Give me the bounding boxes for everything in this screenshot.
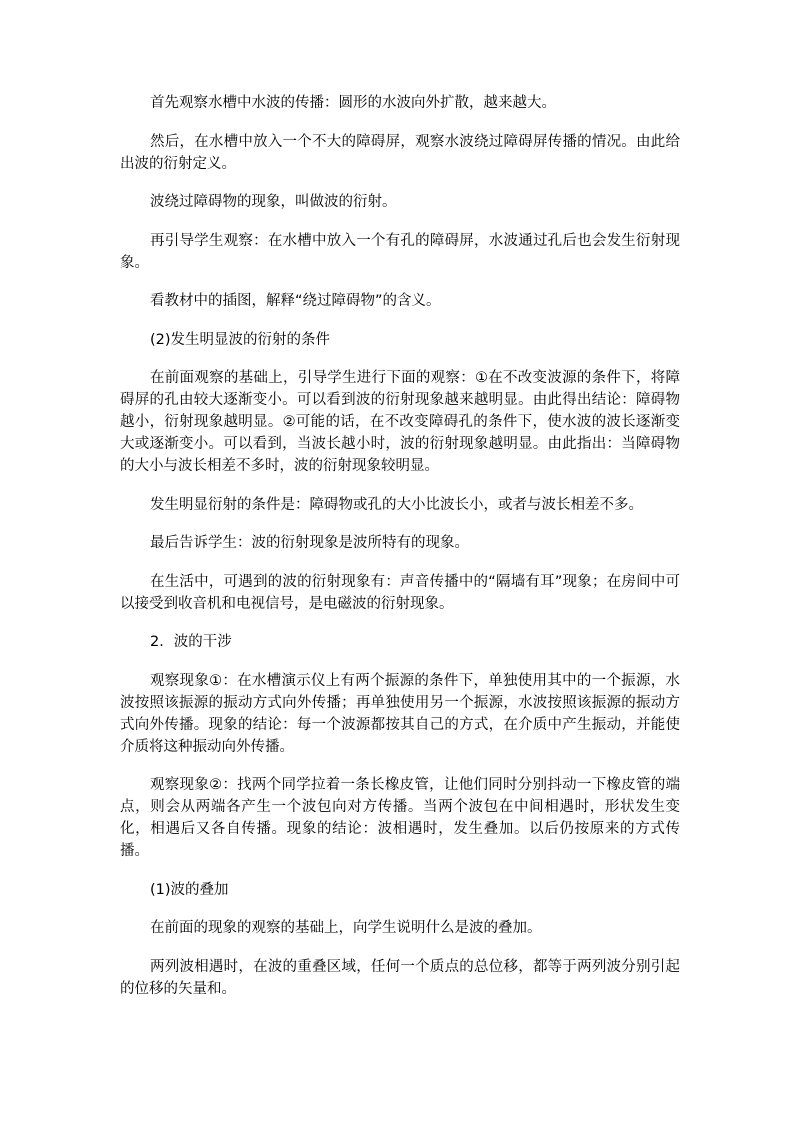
heading-obvious-diffraction-conditions: (2)发生明显波的衍射的条件 — [150, 331, 331, 348]
paragraph-superposition-intro: 在前面的现象的观察的基础上，向学生说明什么是波的叠加。 — [150, 920, 542, 936]
paragraph-wave-characteristic: 最后告诉学生：波的衍射现象是波所特有的现象。 — [150, 535, 469, 551]
paragraph-diffraction-definition: 波绕过障碍物的现象，叫做波的衍射。 — [150, 194, 397, 210]
paragraph-everyday-examples: 在生活中，可遇到的波的衍射现象有：声音传播中的“隔墙有耳”现象；在房间中可以接受到收音机和电视信号，是电磁波的衍射现象。 — [120, 573, 680, 612]
paragraph-observe-water-waves: 首先观察水槽中水波的传播：圆形的水波向外扩散，越来越大。 — [150, 95, 556, 111]
paragraph-textbook-illustration: 看教材中的插图，解释“绕过障碍物”的含义。 — [150, 293, 441, 309]
heading-wave-superposition: (1)波的叠加 — [150, 881, 229, 898]
paragraph-observation-one: 观察现象①：在水槽演示仪上有两个振源的条件下，单独使用其中的一个振源，水波按照该振源的振动方式向外传播；再单独使用另一个振源，水波按照该振源的振动方式向外传播。现象的结论：每一个波源都按其自己的方式，在介质中产生振动，并能使介质将这种振动向外传播。 — [120, 672, 680, 755]
paragraph-conditions-observation: 在前面观察的基础上，引导学生进行下面的观察：①在不改变波源的条件下，将障碍屏的孔由较大逐渐变小。可以看到波的衍射现象越来越明显。由此得出结论：障碍物越小，衍射现象越明显。②可能的话，在不改变障碍孔的条件下，使水波的波长逐渐变大或逐渐变小。可以看到，当波长越小时，波的衍射现象越明显。由此指出：当障碍物的大小与波长相差不多时，波的衍射现象较明显。 — [120, 370, 680, 474]
heading-wave-interference: 2．波的干涉 — [150, 634, 232, 650]
paragraph-place-obstacle: 然后，在水槽中放入一个不大的障碍屏，观察水波绕过障碍屏传播的情况。由此给出波的衍射定义。 — [120, 133, 680, 172]
paragraph-conditions-statement: 发生明显衍射的条件是：障碍物或孔的大小比波长小，或者与波长相差不多。 — [150, 496, 643, 513]
paragraph-observation-two: 观察现象②：找两个同学拉着一条长橡皮管，让他们同时分别抖动一下橡皮管的端点，则会从两端各产生一个波包向对方传播。当两个波包在中间相遇时，形状发生变化，相遇后又各自传播。现象的结论：波相遇时，发生叠加。以后仍按原来的方式传播。 — [120, 777, 680, 859]
document-page — [120, 92, 680, 1016]
paragraph-superposition-principle: 两列波相遇时，在波的重叠区域，任何一个质点的总位移，都等于两列波分别引起的位移的矢量和。 — [120, 958, 680, 997]
paragraph-hole-screen: 再引导学生观察：在水槽中放入一个有孔的障碍屏，水波通过孔后也会发生衍射现象。 — [120, 232, 680, 271]
